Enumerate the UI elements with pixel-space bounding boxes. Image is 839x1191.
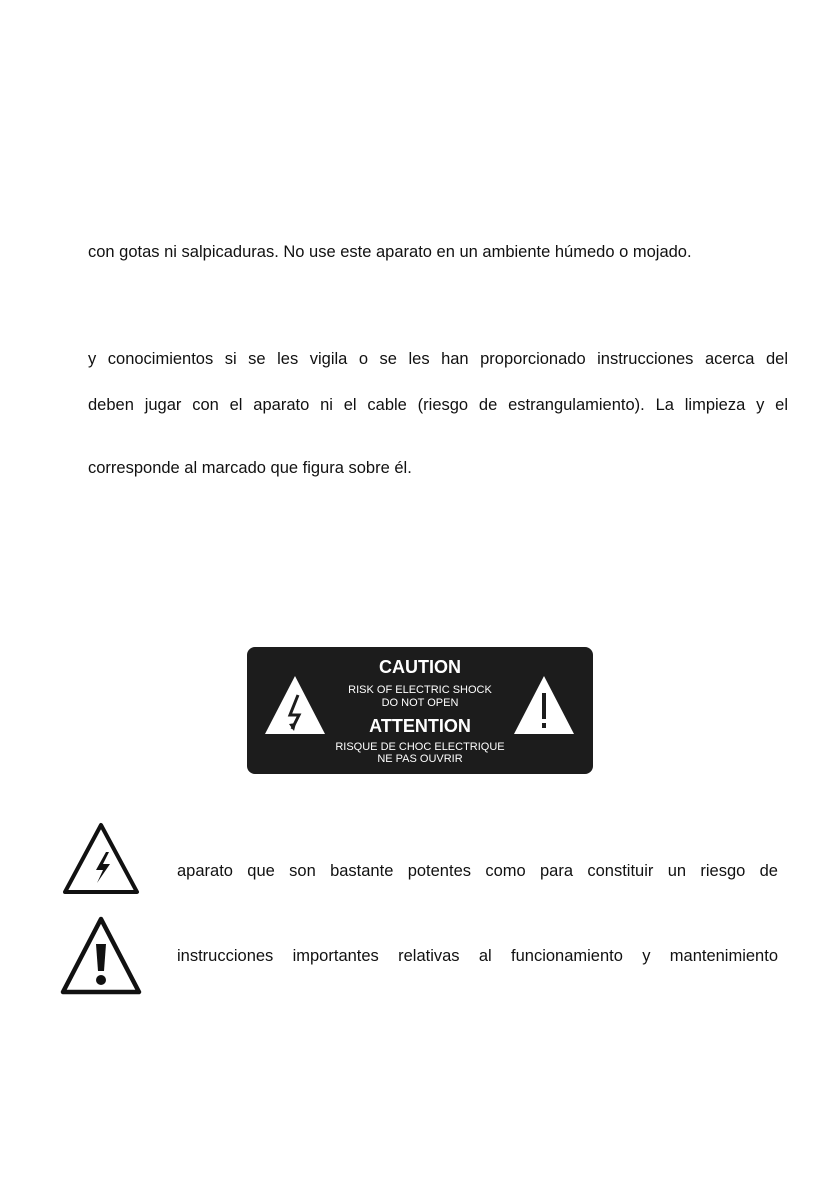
lightning-symbol-icon <box>60 820 142 898</box>
caution-heading: CAUTION <box>379 657 461 677</box>
risk-fr-text: RISQUE DE CHOC ELECTRIQUE <box>335 741 505 753</box>
exclamation-symbol-icon <box>58 914 144 998</box>
lightning-symbol-text: aparato que son bastante potentes como para constituir un riesgo de <box>177 862 778 880</box>
risk-en-text: RISK OF ELECTRIC SHOCK <box>348 684 492 696</box>
ne-pas-ouvrir-text: NE PAS OUVRIR <box>377 753 463 765</box>
text-line-knowledge: y conocimientos si se les vigila o se les han proporcionado instrucciones acerca del <box>88 350 788 368</box>
caution-label <box>247 647 593 774</box>
exclamation-symbol-text: instrucciones importantes relativas al funcionamiento y mantenimiento <box>177 947 778 965</box>
do-not-open-text: DO NOT OPEN <box>381 697 459 709</box>
text-line-strangulation: deben jugar con el aparato ni el cable (riesgo de estrangulamiento). La limpieza y el <box>88 396 788 414</box>
text-line-humid: con gotas ni salpicaduras. No use este aparato en un ambiente húmedo o mojado. <box>88 243 692 261</box>
attention-heading: ATTENTION <box>369 716 471 736</box>
text-line-marking: corresponde al marcado que figura sobre él. <box>88 459 412 477</box>
